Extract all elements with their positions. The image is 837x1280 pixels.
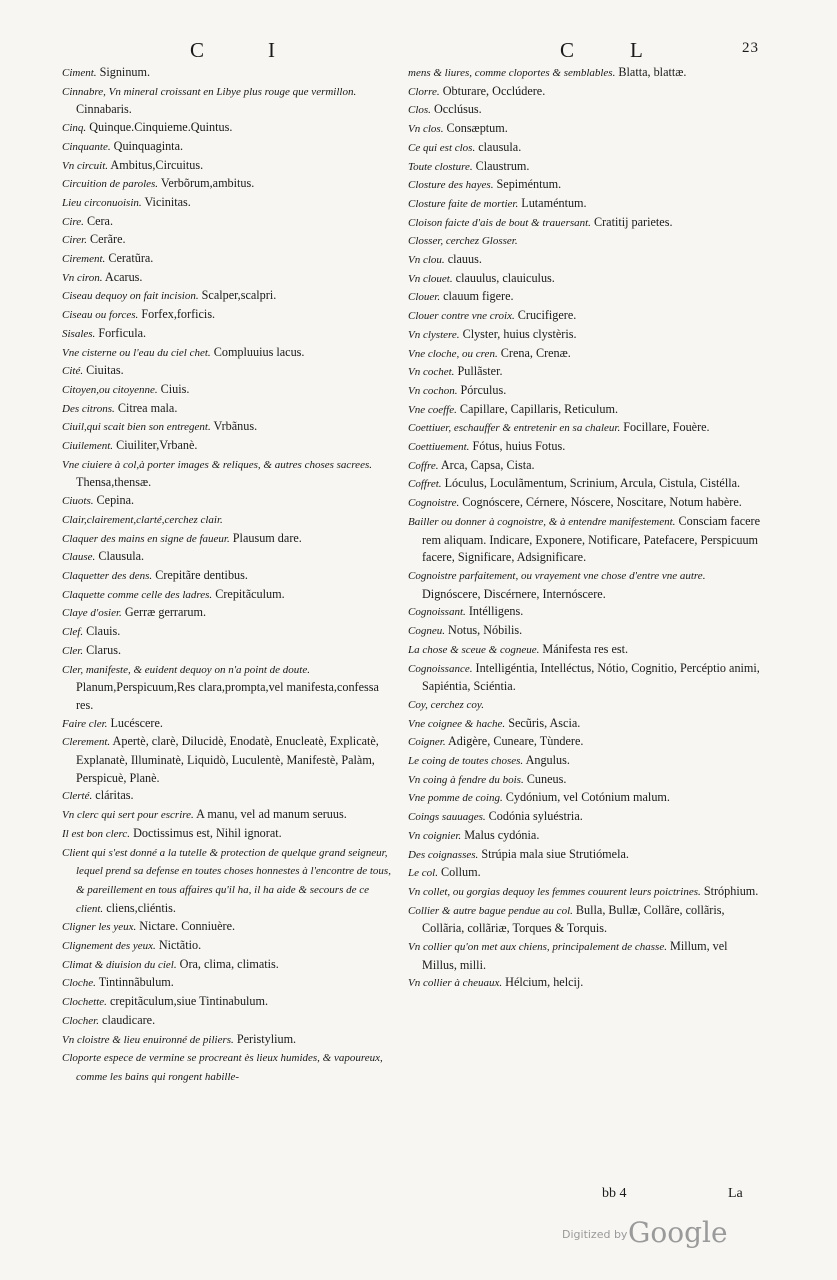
entry-french: La chose & sceue & cogneue. bbox=[408, 643, 540, 656]
entry-french: Vn collier à cheuaux. bbox=[408, 977, 503, 990]
entry-french: Clouer. bbox=[408, 291, 441, 304]
dictionary-entry bbox=[408, 771, 760, 790]
entry-latin: Citrea mala. bbox=[117, 400, 178, 415]
dictionary-entry bbox=[408, 603, 760, 622]
entry-latin: clauum figere. bbox=[443, 289, 514, 304]
dictionary-entry bbox=[408, 101, 760, 120]
entry-french: Vne cloche, ou cren. bbox=[408, 347, 498, 360]
dictionary-entry bbox=[62, 1049, 397, 1086]
entry-french: Cognoistre parfaitement, ou vrayement vne chose d'entre vne autre. bbox=[408, 569, 706, 582]
entry-latin: Ambitus,Circuitus. bbox=[110, 157, 204, 172]
dictionary-entry bbox=[62, 530, 397, 549]
entry-latin: Adigère, Cuneare, Tùndere. bbox=[447, 734, 584, 749]
left-column bbox=[62, 64, 397, 1087]
entry-french: Cloison faicte d'ais de bout & trauersant. bbox=[408, 216, 591, 229]
entry-french: Claye d'osier. bbox=[62, 607, 122, 620]
entry-latin: Lóculus, Loculãmentum, Scrinium, Arcula, Cistula, Cistélla. bbox=[444, 476, 741, 491]
entry-latin: Ceratũra. bbox=[108, 251, 154, 266]
dictionary-entry bbox=[408, 270, 760, 289]
entry-french: Vn clerc qui sert pour escrire. bbox=[62, 809, 194, 822]
entry-french: Closture des hayes. bbox=[408, 179, 494, 192]
dictionary-entry bbox=[62, 661, 397, 715]
dictionary-entry bbox=[62, 548, 397, 567]
dictionary-entry bbox=[408, 326, 760, 345]
dictionary-entry bbox=[62, 157, 397, 176]
dictionary-entry bbox=[62, 511, 397, 530]
entry-latin: Planum,Perspicuum,Res clara,prompta,vel manifesta,confessa res. bbox=[76, 680, 379, 712]
entry-latin: Obturare, Occlúdere. bbox=[442, 83, 546, 98]
entry-latin: Nictãtio. bbox=[158, 938, 202, 953]
entry-latin: A manu, vel ad manum seruus. bbox=[196, 807, 347, 822]
dictionary-entry bbox=[408, 715, 760, 734]
entry-latin: Signinum. bbox=[99, 65, 151, 79]
entry-french: Ciuilement. bbox=[62, 440, 114, 453]
entry-french: Vn ciron. bbox=[62, 271, 103, 284]
entry-french: Toute closture. bbox=[408, 160, 473, 173]
entry-latin: Claustrum. bbox=[475, 158, 530, 173]
dictionary-entry bbox=[408, 883, 760, 902]
entry-latin: Angulus. bbox=[525, 753, 570, 768]
dictionary-entry bbox=[408, 438, 760, 457]
entry-latin: clausula. bbox=[478, 139, 522, 154]
dictionary-entry bbox=[62, 381, 397, 400]
entry-latin: Crena, Crenæ. bbox=[500, 345, 571, 360]
dictionary-entry bbox=[408, 974, 760, 993]
entry-latin: Consciam facere rem aliquam. Indicare, Exponere, Notificare, Patefacere, Perspicuum facere, Significare, Adsignificare. bbox=[422, 513, 761, 565]
header-letter-left-1: C bbox=[190, 38, 206, 62]
entry-french: Des coignasses. bbox=[408, 848, 479, 861]
entry-latin: Clarus. bbox=[86, 642, 122, 657]
entry-latin: Quinquaginta. bbox=[113, 138, 184, 153]
entry-french: Vn clystere. bbox=[408, 328, 460, 341]
entry-latin: Capillare, Capillaris, Reticulum. bbox=[459, 401, 618, 416]
dictionary-entry bbox=[408, 158, 760, 177]
entry-french: Ciseau dequoy on fait incision. bbox=[62, 290, 199, 303]
entry-latin: Compluuius lacus. bbox=[213, 344, 305, 359]
entry-latin: Peristylium. bbox=[236, 1031, 297, 1046]
entry-french: Faire cler. bbox=[62, 717, 108, 730]
entry-french: Vn cloistre & lieu enuironné de piliers. bbox=[62, 1033, 234, 1046]
dictionary-entry bbox=[62, 956, 397, 975]
entry-latin: Pullãster. bbox=[457, 364, 503, 379]
entry-latin: Cepina. bbox=[96, 493, 135, 508]
entry-latin: Apertè, clarè, Dilucidè, Enodatè, Enucleatè, Explicatè, Explanatè, Illuminatè, Liquidò, Luculentè, Manifestè, Palàm, Perspicuè, Planè. bbox=[76, 734, 379, 785]
running-header bbox=[0, 38, 837, 66]
dictionary-entry bbox=[408, 64, 760, 83]
entry-french: Collier & autre bague pendue au col. bbox=[408, 904, 573, 917]
entry-latin: Ciuitas. bbox=[86, 363, 124, 378]
entry-french: Clause. bbox=[62, 551, 96, 564]
entry-french: Vn collier qu'on met aux chiens, principalement de chasse. bbox=[408, 941, 667, 954]
entry-french: Citoyen,ou citoyenne. bbox=[62, 383, 158, 396]
entry-french: mens & liures, comme cloportes & semblables. bbox=[408, 67, 616, 79]
dictionary-entry bbox=[62, 642, 397, 661]
dictionary-entry bbox=[408, 938, 760, 974]
dictionary-entry bbox=[62, 623, 397, 642]
dictionary-entry bbox=[408, 195, 760, 214]
entry-french: Cligner les yeux. bbox=[62, 921, 137, 934]
entry-french: Clos. bbox=[408, 104, 431, 117]
entry-latin: Ora, clima, climatis. bbox=[179, 956, 279, 971]
entry-french: Coings sauuages. bbox=[408, 811, 486, 824]
dictionary-entry bbox=[408, 419, 760, 438]
dictionary-entry bbox=[62, 437, 397, 456]
entry-latin: Vicinitas. bbox=[144, 194, 191, 209]
entry-french: Vn clouet. bbox=[408, 272, 453, 285]
entry-latin: clauus. bbox=[447, 252, 482, 267]
dictionary-entry bbox=[62, 918, 397, 937]
entry-latin: Millum, vel Millus, milli. bbox=[422, 939, 728, 972]
dictionary-entry bbox=[62, 344, 397, 363]
entry-latin: Arca, Capsa, Cista. bbox=[440, 457, 535, 472]
entry-latin: Vrbãnus. bbox=[213, 419, 258, 434]
dictionary-entry bbox=[408, 641, 760, 660]
entry-french: Cloporte espece de vermine se procreant ès lieux humides, & vapoureux, comme les bains qui rongent habille- bbox=[62, 1052, 383, 1083]
entry-latin: Cinnabaris. bbox=[76, 102, 132, 117]
entry-french: Il est bon clerc. bbox=[62, 827, 131, 840]
dictionary-entry bbox=[408, 363, 760, 382]
entry-french: Sisales. bbox=[62, 327, 96, 340]
entry-latin: Ciuiliter,Vrbanè. bbox=[116, 438, 198, 453]
entry-french: Vn clos. bbox=[408, 123, 444, 136]
entry-latin: Cerãre. bbox=[90, 232, 126, 247]
entry-latin: Focillare, Fouère. bbox=[623, 420, 710, 435]
digitized-label: Digitized by bbox=[562, 1228, 628, 1241]
dictionary-entry bbox=[408, 513, 760, 567]
entry-french: Cognoistre. bbox=[408, 497, 460, 510]
entry-latin: Cratitij parietes. bbox=[593, 214, 673, 229]
entry-latin: Clauis. bbox=[86, 624, 121, 639]
entry-latin: Malus cydónia. bbox=[464, 827, 540, 842]
entry-french: Ciuots. bbox=[62, 495, 94, 508]
entry-french: Cinquante. bbox=[62, 140, 111, 153]
entry-latin: Acarus. bbox=[104, 269, 143, 284]
dictionary-entry bbox=[62, 586, 397, 605]
dictionary-entry bbox=[408, 567, 760, 603]
entry-french: Coffre. bbox=[408, 459, 439, 472]
entry-latin: Doctissimus est, Nihil ignorat. bbox=[133, 825, 282, 840]
entry-latin: Codónia syluéstria. bbox=[488, 809, 583, 824]
entry-french: Clignement des yeux. bbox=[62, 940, 156, 953]
entry-french: Bailler ou donner à cognoistre, & à entendre manifestement. bbox=[408, 515, 676, 528]
entry-french: Coigner. bbox=[408, 736, 446, 749]
entry-french: Vne coignee & hache. bbox=[408, 717, 506, 730]
entry-latin: Stróphium. bbox=[703, 883, 759, 898]
entry-latin: Consæptum. bbox=[446, 121, 508, 136]
dictionary-entry bbox=[408, 176, 760, 195]
dictionary-entry bbox=[62, 604, 397, 623]
dictionary-entry bbox=[62, 138, 397, 157]
dictionary-entry bbox=[408, 752, 760, 771]
dictionary-entry bbox=[62, 787, 397, 806]
dictionary-entry bbox=[408, 382, 760, 401]
dictionary-entry bbox=[62, 269, 397, 288]
entry-latin: Strúpia mala siue Strutiómela. bbox=[481, 846, 629, 861]
dictionary-entry bbox=[408, 902, 760, 938]
entry-latin: Clyster, huius clystèris. bbox=[462, 326, 577, 341]
entry-latin: crepitãculum,siue Tintinabulum. bbox=[109, 994, 269, 1009]
dictionary-entry bbox=[62, 492, 397, 511]
entry-french: Ciuil,qui scait bien son entregent. bbox=[62, 421, 211, 434]
dictionary-entry bbox=[408, 622, 760, 641]
entry-latin: claudicare. bbox=[102, 1012, 156, 1027]
dictionary-entry bbox=[62, 213, 397, 232]
dictionary-entry bbox=[408, 846, 760, 865]
entry-latin: Fótus, huius Fotus. bbox=[472, 439, 566, 454]
dictionary-entry bbox=[408, 232, 760, 251]
entry-latin: Blatta, blattæ. bbox=[618, 65, 687, 79]
entry-latin: Dignóscere, Discérnere, Internóscere. bbox=[422, 586, 606, 601]
dictionary-entry bbox=[62, 287, 397, 306]
dictionary-entry bbox=[408, 864, 760, 883]
entry-french: Le coing de toutes choses. bbox=[408, 755, 524, 768]
entry-french: Clouer contre vne croix. bbox=[408, 310, 515, 323]
dictionary-entry bbox=[408, 288, 760, 307]
entry-french: Vne coeffe. bbox=[408, 403, 457, 416]
dictionary-entry bbox=[62, 715, 397, 734]
dictionary-entry bbox=[408, 827, 760, 846]
page-number: 23 bbox=[742, 40, 759, 56]
entry-latin: Cydónium, vel Cotónium malum. bbox=[505, 790, 670, 805]
header-letter-left-2: I bbox=[268, 38, 276, 62]
entry-latin: Gerræ gerrarum. bbox=[124, 605, 207, 620]
dictionary-entry bbox=[62, 1031, 397, 1050]
dictionary-entry bbox=[62, 83, 397, 119]
dictionary-entry bbox=[408, 494, 760, 513]
entry-french: Climat & diuision du ciel. bbox=[62, 958, 177, 971]
entry-french: Closser, cerchez Glosser. bbox=[408, 235, 518, 248]
entry-french: Claquer des mains en signe de faueur. bbox=[62, 532, 230, 545]
entry-latin: Crepitãre dentibus. bbox=[155, 567, 248, 582]
entry-french: Le col. bbox=[408, 867, 438, 880]
entry-latin: Verbõrum,ambitus. bbox=[160, 176, 255, 191]
entry-latin: Collum. bbox=[441, 865, 481, 880]
entry-french: Vne cisterne ou l'eau du ciel chet. bbox=[62, 346, 211, 359]
entry-latin: Quinque.Cinquieme.Quintus. bbox=[89, 120, 233, 135]
dictionary-entry bbox=[62, 194, 397, 213]
entry-latin: Intélligens. bbox=[468, 604, 524, 619]
entry-french: Clocher. bbox=[62, 1014, 99, 1027]
entry-latin: Secũris, Ascia. bbox=[508, 715, 581, 730]
entry-french: Vn coignier. bbox=[408, 829, 462, 842]
dictionary-entry bbox=[408, 733, 760, 752]
entry-latin: cliens,cliéntis. bbox=[106, 900, 176, 915]
entry-french: Cognoissant. bbox=[408, 606, 466, 619]
dictionary-entry bbox=[62, 806, 397, 825]
entry-french: Claquette comme celle des ladres. bbox=[62, 588, 213, 601]
entry-french: Cler, manifeste, & euident dequoy on n'a point de doute. bbox=[62, 663, 310, 676]
entry-latin: Nictare. Conniuère. bbox=[139, 919, 236, 934]
entry-latin: Thensa,thensæ. bbox=[76, 475, 152, 490]
entry-french: Vn collet, ou gorgias dequoy les femmes couurent leurs poictrines. bbox=[408, 885, 701, 898]
dictionary-entry bbox=[62, 400, 397, 419]
dictionary-entry bbox=[408, 214, 760, 233]
header-letter-right-1: C bbox=[560, 38, 576, 62]
dictionary-entry bbox=[408, 251, 760, 270]
dictionary-entry bbox=[408, 457, 760, 476]
entry-latin: Crucifigere. bbox=[517, 308, 577, 323]
entry-french: Cloche. bbox=[62, 977, 96, 990]
entry-latin: Sepiméntum. bbox=[496, 177, 562, 192]
entry-latin: Forfex,forficis. bbox=[141, 307, 216, 322]
entry-latin: Plausum dare. bbox=[232, 530, 302, 545]
entry-french: Cire. bbox=[62, 215, 84, 228]
entry-french: Cinnabre, Vn mineral croissant en Libye plus rouge que vermillon. bbox=[62, 85, 357, 98]
dictionary-entry bbox=[408, 307, 760, 326]
entry-latin: Lucéscere. bbox=[110, 715, 163, 730]
entry-french: Claquetter des dens. bbox=[62, 569, 153, 582]
entry-french: Vne pomme de coing. bbox=[408, 792, 503, 805]
dictionary-entry bbox=[62, 325, 397, 344]
dictionary-entry bbox=[62, 119, 397, 138]
entry-french: Vn cochon. bbox=[408, 384, 458, 397]
dictionary-entry bbox=[408, 120, 760, 139]
dictionary-entry bbox=[408, 696, 760, 715]
dictionary-entry bbox=[62, 1012, 397, 1031]
entry-french: Cinq. bbox=[62, 122, 87, 135]
entry-latin: Intelligéntia, Intelléctus, Nótio, Cognitio, Percéptio animi, Sapiéntia, Sciéntia. bbox=[422, 660, 760, 694]
dictionary-entry bbox=[62, 844, 397, 919]
entry-latin: Bulla, Bullæ, Collãre, collãris, Collãria, collãriæ, Torques & Torquis. bbox=[422, 902, 725, 936]
entry-french: Cirer. bbox=[62, 234, 87, 247]
entry-french: Ciment. bbox=[62, 67, 97, 79]
entry-latin: Clausula. bbox=[98, 549, 145, 564]
dictionary-entry bbox=[62, 250, 397, 269]
entry-latin: Occlúsus. bbox=[433, 102, 482, 117]
entry-latin: Mánifesta res est. bbox=[542, 641, 629, 656]
entry-french: Clerement. bbox=[62, 736, 111, 749]
entry-french: Cler. bbox=[62, 644, 84, 657]
entry-latin: Scalper,scalpri. bbox=[201, 288, 277, 303]
entry-french: Vn coing à fendre du bois. bbox=[408, 773, 524, 786]
signature-mark: bb 4 bbox=[602, 1186, 627, 1201]
dictionary-entry bbox=[62, 825, 397, 844]
entry-latin: Hélcium, helcij. bbox=[505, 975, 584, 990]
dictionary-entry bbox=[62, 567, 397, 586]
entry-french: Vn circuit. bbox=[62, 159, 109, 172]
entry-latin: clauulus, clauiculus. bbox=[455, 270, 555, 285]
entry-french: Cirement. bbox=[62, 253, 106, 266]
entry-french: Ciseau ou forces. bbox=[62, 309, 139, 322]
entry-french: Ce qui est clos. bbox=[408, 141, 476, 154]
catchword: La bbox=[728, 1186, 743, 1201]
entry-french: Coffret. bbox=[408, 478, 442, 491]
entry-french: Coettiuer, eschauffer & entretenir en sa chaleur. bbox=[408, 422, 621, 435]
entry-french: Coettiuement. bbox=[408, 441, 470, 454]
entry-french: Clerté. bbox=[62, 790, 93, 803]
entry-latin: Tintinnãbulum. bbox=[98, 975, 174, 990]
dictionary-entry bbox=[62, 733, 397, 787]
entry-french: Circuition de paroles. bbox=[62, 178, 159, 191]
dictionary-entry bbox=[408, 83, 760, 102]
dictionary-entry bbox=[62, 64, 397, 83]
header-letter-right-2: L bbox=[630, 38, 644, 62]
entry-french: Cogneu. bbox=[408, 625, 445, 638]
entry-latin: Pórculus. bbox=[460, 382, 507, 397]
dictionary-entry bbox=[408, 401, 760, 420]
entry-french: Lieu circonuoisin. bbox=[62, 196, 142, 209]
dictionary-entry bbox=[62, 231, 397, 250]
dictionary-entry bbox=[62, 456, 397, 492]
dictionary-entry bbox=[62, 175, 397, 194]
entry-french: Clochette. bbox=[62, 996, 107, 1009]
entry-french: Client qui s'est donné a la tutelle & protection de quelque grand seigneur, lequel prend sa defense en toutes choses honnestes à l'encontre de tous, & pareillement en tous affaires qu'il ha, il ha aide & secours de ce client. bbox=[62, 846, 391, 915]
entry-french: Coy, cerchez coy. bbox=[408, 698, 484, 711]
entry-latin: Cera. bbox=[86, 213, 114, 228]
dictionary-entry bbox=[62, 418, 397, 437]
dictionary-entry bbox=[408, 808, 760, 827]
dictionary-entry bbox=[408, 789, 760, 808]
entry-latin: cláritas. bbox=[95, 788, 134, 803]
dictionary-entry bbox=[408, 139, 760, 158]
entry-french: Clef. bbox=[62, 626, 84, 639]
entry-french: Vn cochet. bbox=[408, 366, 455, 379]
entry-latin: Lutaméntum. bbox=[521, 195, 587, 210]
entry-french: Cognoissance. bbox=[408, 662, 473, 675]
entry-latin: Ciuis. bbox=[160, 381, 190, 396]
google-watermark: Google bbox=[628, 1216, 728, 1249]
dictionary-entry bbox=[62, 306, 397, 325]
entry-latin: Cognóscere, Cérnere, Nóscere, Noscitare, Notum habère. bbox=[462, 495, 742, 510]
dictionary-entry bbox=[62, 362, 397, 381]
right-column bbox=[408, 64, 760, 993]
entry-french: Clorre. bbox=[408, 85, 440, 98]
entry-french: Vn clou. bbox=[408, 254, 445, 267]
entry-french: Des citrons. bbox=[62, 402, 115, 415]
entry-french: Clair,clairement,clarté,cerchez clair. bbox=[62, 513, 223, 526]
dictionary-entry bbox=[62, 937, 397, 956]
entry-french: Vne ciuiere à col,à porter images & reliques, & autres choses sacrees. bbox=[62, 458, 372, 471]
entry-latin: Crepitãculum. bbox=[215, 586, 285, 601]
dictionary-entry bbox=[408, 660, 760, 696]
entry-latin: Cuneus. bbox=[526, 771, 567, 786]
dictionary-entry bbox=[408, 345, 760, 364]
dictionary-entry bbox=[62, 993, 397, 1012]
entry-french: Closture faite de mortier. bbox=[408, 197, 519, 210]
dictionary-entry bbox=[62, 974, 397, 993]
entry-latin: Notus, Nóbilis. bbox=[448, 623, 523, 638]
entry-french: Cité. bbox=[62, 365, 84, 378]
dictionary-entry bbox=[408, 475, 760, 494]
entry-latin: Forficula. bbox=[98, 325, 147, 340]
